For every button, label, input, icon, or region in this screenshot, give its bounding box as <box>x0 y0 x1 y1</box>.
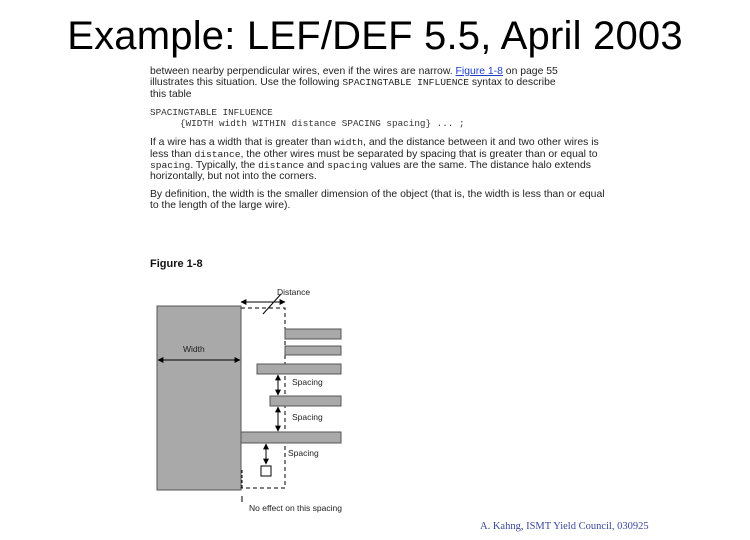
narrow-wire-4 <box>270 396 341 406</box>
narrow-wire-3 <box>257 364 341 374</box>
spacing-figure <box>145 280 375 525</box>
narrow-wire-1 <box>285 329 341 339</box>
rule-code-distance: distance <box>194 148 241 160</box>
paragraph-definition: By definition, the width is the smaller dimension of the object (that is, the width is less than or equal to the length of the large wire). <box>150 188 605 212</box>
small-square-wire <box>261 466 271 476</box>
slide-title: Example: LEF/DEF 5.5, April 2003 <box>67 14 683 58</box>
rule-text-c: , the other wires must be separated by spacing that is greater than or equal to <box>240 148 598 160</box>
narrow-wire-2 <box>285 346 341 355</box>
width-label: Width <box>183 344 205 354</box>
syntax-line-1: SPACINGTABLE INFLUENCE <box>150 107 273 119</box>
rule-code-distance-2: distance <box>258 160 305 172</box>
wide-wire <box>157 306 241 490</box>
spacing-label-1: Spacing <box>292 377 323 387</box>
paragraph-rule <box>150 137 612 183</box>
rule-text-d: . Typically, the <box>190 160 256 172</box>
paragraph-intro <box>150 66 612 100</box>
intro-text-4: this table <box>150 88 192 100</box>
rule-code-spacing-2: spacing <box>327 160 368 172</box>
narrow-wire-5 <box>241 432 341 443</box>
intro-code: SPACINGTABLE INFLUENCE <box>342 77 469 89</box>
distance-label: Distance <box>277 287 311 297</box>
no-effect-label: No effect on this spacing <box>249 503 342 513</box>
intro-text: between nearby perpendicular wires, even if the wires are narrow. <box>150 66 453 77</box>
distance-leader <box>263 294 281 314</box>
rule-text-f: values are the same. The distance halo extends horizontally, but not into the corners. <box>150 160 591 183</box>
rule-text-a: If a wire has a width that is greater than <box>150 137 332 149</box>
syntax-code-block <box>150 107 612 129</box>
figure-label: Figure 1-8 <box>150 258 203 270</box>
intro-page-ref: on page 55 <box>505 66 558 77</box>
slide-footer: A. Kahng, ISMT Yield Council, 030925 <box>480 521 649 532</box>
spacing-diagram <box>145 280 375 520</box>
spacing-label-3: Spacing <box>288 448 319 458</box>
document-excerpt <box>150 66 612 212</box>
rule-code-width: width <box>334 137 364 149</box>
intro-text-3: syntax to describe <box>471 77 556 89</box>
figure-link[interactable]: Figure 1-8 <box>455 66 503 77</box>
rule-text-b: , and the distance between it and two other wires is less than <box>150 137 599 160</box>
rule-text-e: and <box>307 160 325 172</box>
intro-text-2: illustrates this situation. Use the following <box>150 77 340 89</box>
rule-code-spacing: spacing <box>150 160 191 172</box>
syntax-line-2: {WIDTH width WITHIN distance SPACING spacing} ... ; <box>180 118 465 130</box>
spacing-label-2: Spacing <box>292 412 323 422</box>
